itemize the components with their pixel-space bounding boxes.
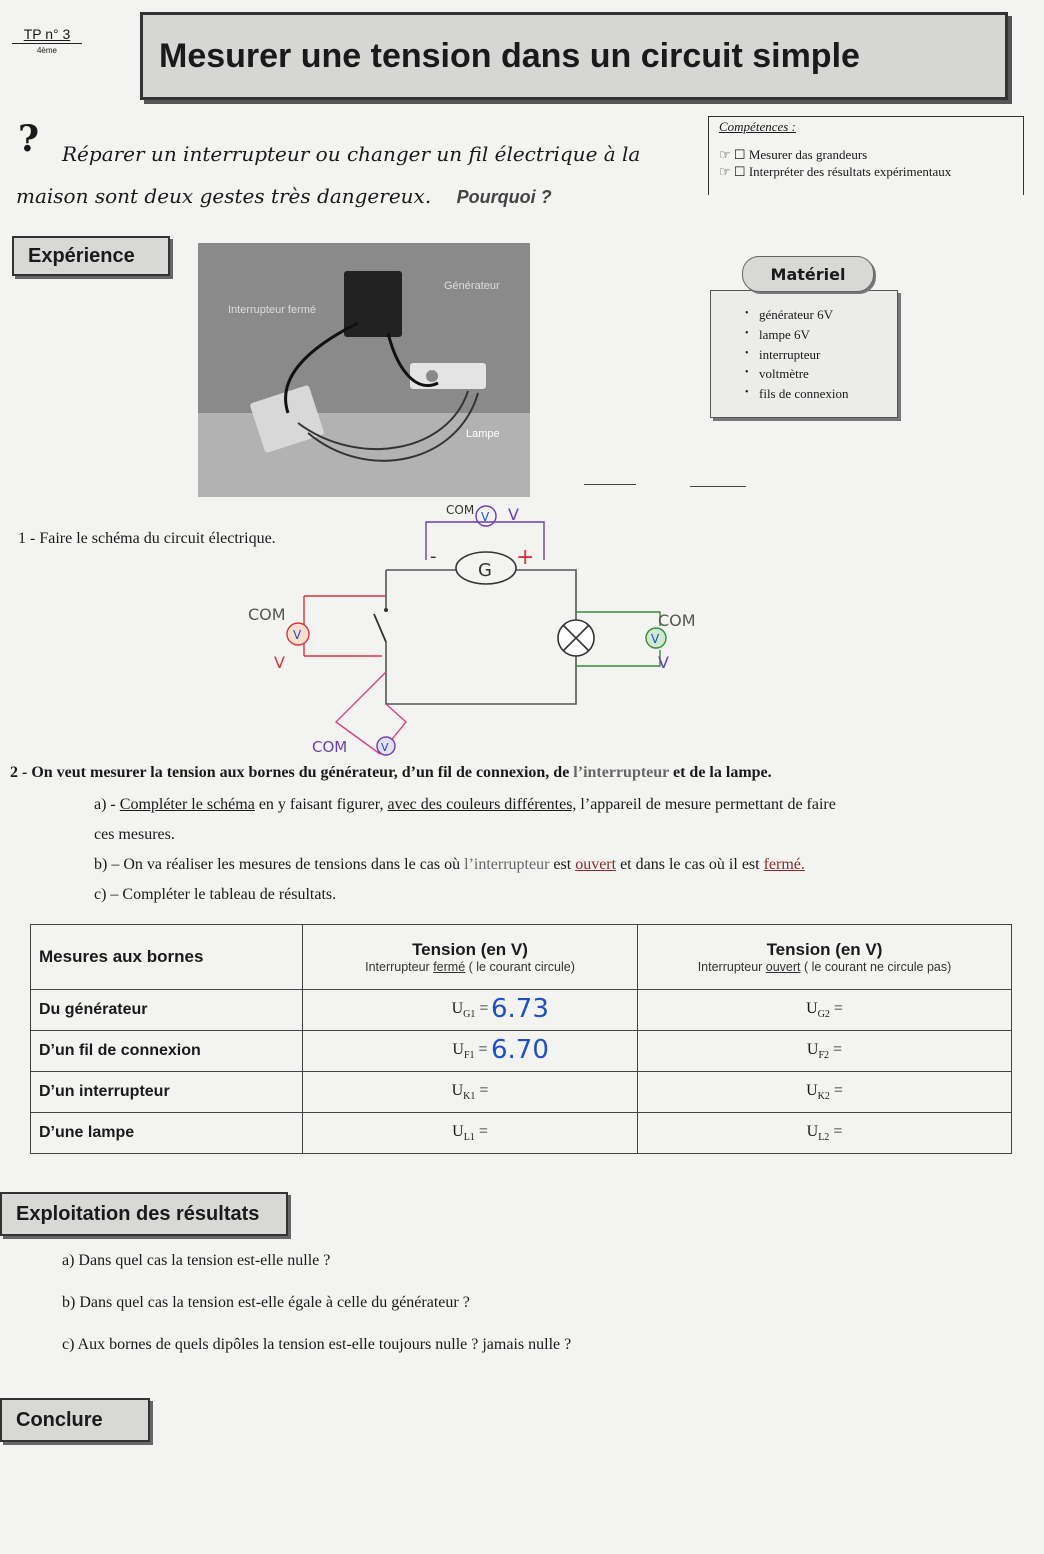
u-subscript: G2 [817, 1009, 830, 1021]
header-mesures: Mesures aux bornes [31, 925, 303, 990]
blank-line [584, 484, 636, 485]
u-subscript: K1 [463, 1091, 476, 1103]
title-banner [140, 12, 1008, 100]
experiment-photo-drawing [198, 243, 530, 497]
u-symbol: U [806, 1040, 819, 1058]
header-suffix: ( le courant circule) [465, 960, 575, 974]
com-label: COM [658, 611, 696, 630]
exploitation-question-a: a) Dans quel cas la tension est-elle nulle ? [62, 1252, 331, 1269]
plus-sign: + [516, 545, 535, 570]
materiel-item: • générateur 6V [759, 307, 833, 323]
handwritten-value: 6.70 [491, 1035, 549, 1065]
experience-label [12, 236, 170, 276]
materiel-title-text: Matériel [770, 264, 846, 284]
equals-sign: = [833, 1122, 843, 1140]
q2-mid: et de [668, 764, 710, 781]
cell-ouvert[interactable] [638, 1072, 1012, 1113]
u-subscript: F1 [463, 1050, 475, 1062]
u-subscript: K2 [817, 1091, 830, 1103]
q2a-rest: l’appareil de mesure permettant de faire [576, 796, 836, 813]
header-prefix: Interrupteur [365, 960, 434, 974]
q2-interrupteur: l’interrupteur [573, 764, 669, 781]
voltmeter-symbol: V [381, 741, 389, 754]
question-2a-line2: ces mesures. [94, 826, 175, 843]
checkbox-icon: ☐ [733, 147, 746, 162]
table-row [31, 1072, 1012, 1113]
cell-ferme[interactable] [303, 1072, 638, 1113]
equals-sign: = [833, 999, 843, 1017]
intro-line-2 [16, 184, 552, 208]
v-label: V [508, 505, 519, 524]
q2b-ouvert: ouvert [575, 856, 617, 873]
question-2c: c) – Compléter le tableau de résultats. [94, 886, 337, 903]
question-2b [94, 856, 805, 874]
row-label: D’un interrupteur [31, 1072, 303, 1113]
conclure-label-text: Conclure [16, 1408, 103, 1431]
header-ouvert [638, 925, 1012, 990]
equals-sign: = [833, 1040, 843, 1058]
header-ouvert-title: Tension (en V) [766, 940, 883, 959]
materiel-box [710, 290, 898, 418]
photo-label-generateur: Générateur [444, 280, 500, 292]
competences-title: Compétences : [719, 119, 796, 134]
row-label: D’un fil de connexion [31, 1031, 303, 1072]
q2-lampe: la lampe. [709, 764, 772, 781]
circuit-schematic [240, 496, 710, 766]
cell-ferme[interactable] [303, 1113, 638, 1154]
header-ouvert-subtitle [646, 960, 1003, 974]
question-1: 1 - Faire le schéma du circuit électrique. [18, 530, 276, 547]
level-label: 4ème [12, 43, 82, 55]
q2a-underlined-2: avec des couleurs différentes, [387, 796, 577, 813]
question-2a [94, 796, 836, 814]
results-table [30, 924, 1012, 1154]
u-subscript: L1 [463, 1132, 475, 1144]
minus-sign: - [430, 546, 437, 567]
table-row [31, 990, 1012, 1031]
conclure-label [0, 1398, 150, 1442]
u-symbol: U [452, 1040, 464, 1058]
header-ferme [303, 925, 638, 990]
u-symbol: U [451, 999, 464, 1017]
experience-label-text: Expérience [28, 244, 135, 267]
table-row [31, 1113, 1012, 1154]
checkbox-icon: ☐ [733, 164, 746, 179]
q2b-prefix: b) – On va réaliser les mesures de tensions dans le cas où [94, 856, 465, 873]
voltmeter-symbol: V [293, 628, 302, 642]
u-symbol: U [806, 1122, 819, 1140]
handwritten-value: 6.73 [491, 994, 549, 1024]
question-mark-icon: ? [18, 118, 40, 160]
u-symbol: U [452, 1122, 464, 1140]
com-label: COM [312, 738, 348, 756]
header-suffix: ( le courant ne circule pas) [800, 960, 952, 974]
voltmeter-symbol: V [651, 632, 660, 646]
materiel-title [742, 256, 874, 292]
pointing-hand-icon: ☞ [719, 164, 731, 179]
q2b-ferme: fermé. [763, 856, 805, 873]
q2a-mid: en y faisant figurer, [254, 796, 388, 813]
equals-sign: = [479, 1081, 489, 1099]
intro-line-1: Réparer un interrupteur ou changer un fil électrique à la [62, 142, 641, 166]
equals-sign: = [478, 1040, 488, 1058]
exploitation-label-text: Exploitation des résultats [16, 1202, 260, 1225]
competences-box [708, 116, 1024, 195]
exploitation-question-b: b) Dans quel cas la tension est-elle égale à celle du générateur ? [62, 1294, 470, 1311]
materiel-item: • interrupteur [759, 347, 820, 363]
q2b-mid: et dans le cas où il est [616, 856, 764, 873]
competence-item [719, 164, 951, 180]
row-label: D’une lampe [31, 1113, 303, 1154]
equals-sign: = [479, 999, 489, 1017]
cell-ouvert[interactable] [638, 990, 1012, 1031]
com-label: COM [248, 605, 286, 624]
u-symbol: U [806, 999, 818, 1017]
blank-line [690, 486, 746, 487]
question-2 [10, 764, 772, 782]
q2b-est: est [549, 856, 576, 873]
header-state: fermé [433, 960, 466, 974]
generator-letter: G [478, 560, 492, 581]
tp-number [12, 26, 82, 55]
experiment-photo [198, 243, 530, 497]
exploitation-label [0, 1192, 288, 1236]
tp-number-label: TP n° 3 [23, 26, 71, 42]
cell-ferme[interactable] [303, 1031, 638, 1072]
v-label: V [274, 653, 285, 672]
switch-symbol [374, 614, 386, 642]
cell-ferme[interactable] [303, 990, 638, 1031]
header-ferme-subtitle [311, 960, 629, 974]
q2b-interrupteur: l’interrupteur [464, 856, 550, 873]
q2a-underlined-1: Compléter le schéma [119, 796, 255, 813]
equals-sign: = [833, 1081, 843, 1099]
v-label: V [658, 653, 669, 672]
u-symbol: U [806, 1081, 818, 1099]
photo-label-lampe: Lampe [466, 428, 500, 440]
table-row [31, 1031, 1012, 1072]
materiel-item: • lampe 6V [759, 327, 810, 343]
pointing-hand-icon: ☞ [719, 147, 731, 162]
page-title: Mesurer une tension dans un circuit simple [159, 36, 860, 75]
com-label: COM [446, 503, 475, 517]
intro-question: Pourquoi ? [456, 187, 552, 207]
u-subscript: L2 [818, 1132, 830, 1144]
voltmeter-symbol: V [481, 510, 490, 524]
equals-sign: = [478, 1122, 488, 1140]
u-subscript: G1 [463, 1009, 476, 1021]
header-state: ouvert [765, 960, 801, 974]
header-prefix: Interrupteur [697, 960, 766, 974]
competence-item [719, 147, 867, 163]
cell-ouvert[interactable] [638, 1031, 1012, 1072]
q2a-prefix: a) - [94, 796, 120, 813]
competence-label: Mesurer das grandeurs [748, 147, 868, 162]
u-subscript: F2 [818, 1050, 830, 1062]
competence-label: Interpréter des résultats expérimentaux [748, 164, 952, 179]
materiel-item: • fils de connexion [759, 386, 849, 402]
materiel-item: • voltmètre [759, 366, 809, 382]
cell-ouvert[interactable] [638, 1113, 1012, 1154]
row-label: Du générateur [31, 990, 303, 1031]
table-header-row [31, 925, 1012, 990]
intro-line-2-text: maison sont deux gestes très dangereux. [16, 184, 432, 208]
exploitation-question-c: c) Aux bornes de quels dipôles la tension est-elle toujours nulle ? jamais nulle ? [62, 1336, 572, 1353]
photo-label-interrupteur: Interrupteur fermé [228, 304, 317, 316]
u-symbol: U [451, 1081, 464, 1099]
header-ferme-title: Tension (en V) [412, 940, 528, 959]
q2-text: 2 - On veut mesurer la tension aux bornes du générateur, d’un fil de connexion, de [10, 764, 574, 781]
